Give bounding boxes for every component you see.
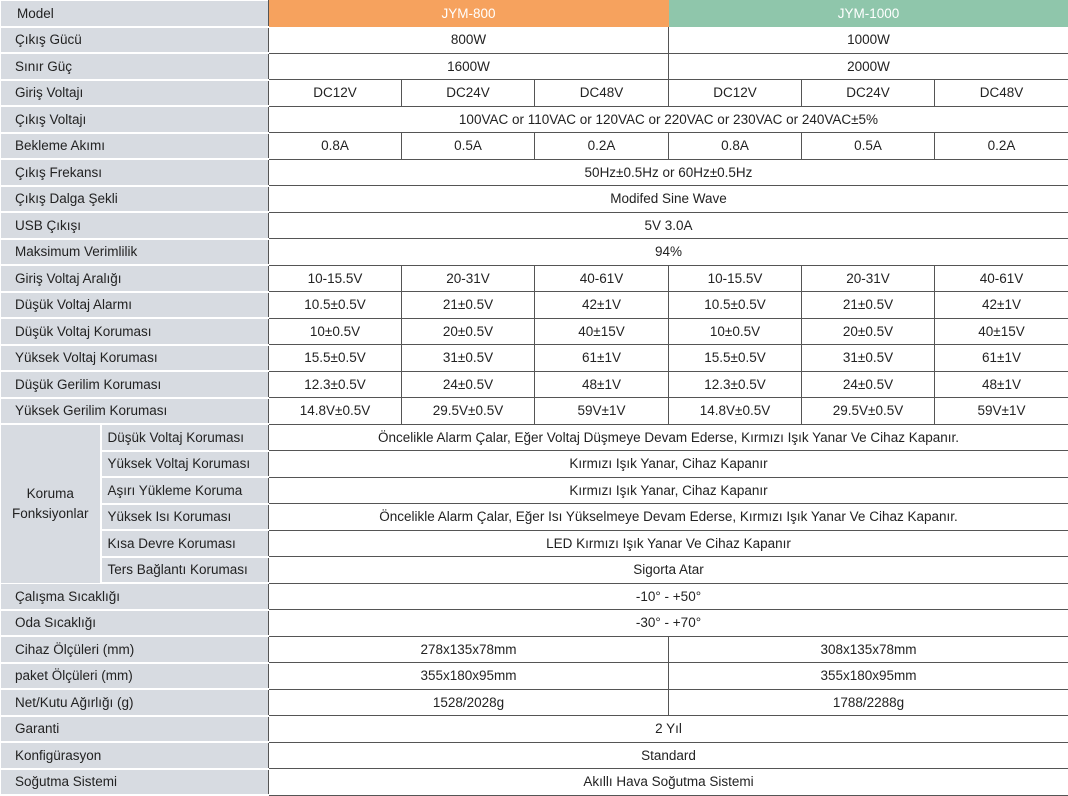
row-usb-output — [1, 212, 1068, 239]
protection-label: Kısa Devre Koruması — [101, 530, 269, 557]
protection-row — [1, 530, 1068, 557]
value-cell: -30° - +70° — [269, 610, 1068, 637]
value-cell: Modifed Sine Wave — [269, 186, 1068, 213]
value-cell: 40±15V — [935, 318, 1068, 345]
value-cell: 0.5A — [802, 133, 935, 160]
row-label: Yüksek Gerilim Koruması — [1, 398, 269, 425]
protection-row — [1, 451, 1068, 478]
value-cell: 29.5V±0.5V — [802, 398, 935, 425]
value-cell: 40-61V — [935, 265, 1068, 292]
value-cell: 31±0.5V — [402, 345, 535, 372]
value-cell: 100VAC or 110VAC or 120VAC or 220VAC or 230VAC or 240VAC±5% — [269, 106, 1068, 133]
value-cell: DC12V — [269, 80, 402, 107]
row-warranty — [1, 716, 1068, 743]
value-cell: 2 Yıl — [269, 716, 1068, 743]
row-label: Net/Kutu Ağırlığı (g) — [1, 689, 269, 716]
value-cell: 61±1V — [535, 345, 669, 372]
model-jym800-header: JYM-800 — [269, 1, 669, 27]
row-label: Bekleme Akımı — [1, 133, 269, 160]
value-cell: 40±15V — [535, 318, 669, 345]
value-cell: 61±1V — [935, 345, 1068, 372]
value-cell: 10.5±0.5V — [669, 292, 802, 319]
value-cell: 42±1V — [535, 292, 669, 319]
row-standby-current — [1, 133, 1068, 160]
value-cell: 1528/2028g — [269, 689, 669, 716]
row-input-voltage-range — [1, 265, 1068, 292]
row-low-voltage-protection — [1, 318, 1068, 345]
value-cell: 20-31V — [802, 265, 935, 292]
value-cell: 0.8A — [269, 133, 402, 160]
row-overvoltage-protection — [1, 398, 1068, 425]
value-cell: 10±0.5V — [269, 318, 402, 345]
value-cell: 5V 3.0A — [269, 212, 1068, 239]
row-peak-power — [1, 53, 1068, 80]
value-cell: 48±1V — [535, 371, 669, 398]
row-label: USB Çıkışı — [1, 212, 269, 239]
value-cell: 14.8V±0.5V — [669, 398, 802, 425]
value-cell: 12.3±0.5V — [669, 371, 802, 398]
value-cell: 1000W — [669, 27, 1068, 54]
value-cell: 21±0.5V — [802, 292, 935, 319]
value-cell: 2000W — [669, 53, 1068, 80]
value-cell: 15.5±0.5V — [269, 345, 402, 372]
row-label: Konfigürasyon — [1, 742, 269, 769]
value-cell: 50Hz±0.5Hz or 60Hz±0.5Hz — [269, 159, 1068, 186]
row-waveform — [1, 186, 1068, 213]
protection-group-line-2: Fonksiyonlar — [12, 506, 89, 521]
row-weight — [1, 689, 1068, 716]
row-max-efficiency — [1, 239, 1068, 266]
value-cell: Akıllı Hava Soğutma Sistemi — [269, 769, 1068, 796]
protection-row — [1, 477, 1068, 504]
row-storage-temperature — [1, 610, 1068, 637]
value-cell: 20±0.5V — [802, 318, 935, 345]
value-cell: 59V±1V — [935, 398, 1068, 425]
protection-label: Aşırı Yükleme Koruma — [101, 477, 269, 504]
protection-label: Yüksek Isı Koruması — [101, 504, 269, 531]
protection-value: LED Kırmızı Işık Yanar Ve Cihaz Kapanır — [269, 530, 1068, 557]
value-cell: 24±0.5V — [802, 371, 935, 398]
protection-group-line-1: Koruma — [27, 486, 74, 501]
value-cell: DC48V — [535, 80, 669, 107]
value-cell: 278x135x78mm — [269, 636, 669, 663]
row-label: Cihaz Ölçüleri (mm) — [1, 636, 269, 663]
row-operating-temperature — [1, 583, 1068, 610]
row-cooling-system — [1, 769, 1068, 796]
row-label: Çıkış Gücü — [1, 27, 269, 54]
value-cell: 10±0.5V — [669, 318, 802, 345]
value-cell: 10-15.5V — [269, 265, 402, 292]
value-cell: 1600W — [269, 53, 669, 80]
value-cell: 0.5A — [402, 133, 535, 160]
row-input-voltage — [1, 80, 1068, 107]
value-cell: 10.5±0.5V — [269, 292, 402, 319]
spec-table-body — [1, 1, 1068, 796]
protection-label: Yüksek Voltaj Koruması — [101, 451, 269, 478]
row-output-voltage — [1, 106, 1068, 133]
protection-label: Düşük Voltaj Koruması — [101, 424, 269, 451]
row-label: Çalışma Sıcaklığı — [1, 583, 269, 610]
row-label: Sınır Güç — [1, 53, 269, 80]
value-cell: 0.8A — [669, 133, 802, 160]
protection-value: Kırmızı Işık Yanar, Cihaz Kapanır — [269, 477, 1068, 504]
row-device-dimensions — [1, 636, 1068, 663]
row-label: Çıkış Dalga Şekli — [1, 186, 269, 213]
protection-value: Sigorta Atar — [269, 557, 1068, 584]
protection-row — [1, 424, 1068, 451]
row-low-voltage-alarm — [1, 292, 1068, 319]
value-cell: 31±0.5V — [802, 345, 935, 372]
protection-row — [1, 504, 1068, 531]
value-cell: -10° - +50° — [269, 583, 1068, 610]
value-cell: 48±1V — [935, 371, 1068, 398]
row-label: Düşük Gerilim Koruması — [1, 371, 269, 398]
value-cell: 355x180x95mm — [269, 663, 669, 690]
value-cell: 29.5V±0.5V — [402, 398, 535, 425]
row-label: Çıkış Voltajı — [1, 106, 269, 133]
value-cell: 21±0.5V — [402, 292, 535, 319]
value-cell: 308x135x78mm — [669, 636, 1068, 663]
model-header-label: Model — [1, 1, 269, 27]
value-cell: DC24V — [802, 80, 935, 107]
value-cell: 59V±1V — [535, 398, 669, 425]
value-cell: 40-61V — [535, 265, 669, 292]
row-label: Çıkış Frekansı — [1, 159, 269, 186]
row-label: Düşük Voltaj Alarmı — [1, 292, 269, 319]
value-cell: DC12V — [669, 80, 802, 107]
value-cell: 94% — [269, 239, 1068, 266]
row-undervoltage-protection — [1, 371, 1068, 398]
value-cell: 14.8V±0.5V — [269, 398, 402, 425]
value-cell: 355x180x95mm — [669, 663, 1068, 690]
row-label: Yüksek Voltaj Koruması — [1, 345, 269, 372]
value-cell: 24±0.5V — [402, 371, 535, 398]
value-cell: 0.2A — [535, 133, 669, 160]
row-output-power — [1, 27, 1068, 54]
value-cell: DC48V — [935, 80, 1068, 107]
value-cell: DC24V — [402, 80, 535, 107]
row-label: Garanti — [1, 716, 269, 743]
row-output-frequency — [1, 159, 1068, 186]
value-cell: 20-31V — [402, 265, 535, 292]
row-label: Giriş Voltajı — [1, 80, 269, 107]
protection-value: Öncelikle Alarm Çalar, Eğer Voltaj Düşmeye Devam Ederse, Kırmızı Işık Yanar Ve Cihaz Kapanır. — [269, 424, 1068, 451]
row-label: Giriş Voltaj Aralığı — [1, 265, 269, 292]
value-cell: 800W — [269, 27, 669, 54]
row-label: Oda Sıcaklığı — [1, 610, 269, 637]
row-high-voltage-protection — [1, 345, 1068, 372]
header-row — [1, 1, 1068, 27]
row-label: Maksimum Verimlilik — [1, 239, 269, 266]
value-cell: 42±1V — [935, 292, 1068, 319]
value-cell: 15.5±0.5V — [669, 345, 802, 372]
protection-label: Ters Bağlantı Koruması — [101, 557, 269, 584]
value-cell: 10-15.5V — [669, 265, 802, 292]
row-package-dimensions — [1, 663, 1068, 690]
value-cell: Standard — [269, 742, 1068, 769]
row-label: paket Ölçüleri (mm) — [1, 663, 269, 690]
value-cell: 0.2A — [935, 133, 1068, 160]
protection-value: Öncelikle Alarm Çalar, Eğer Isı Yükselmeye Devam Ederse, Kırmızı Işık Yanar Ve Cihaz Kapanır. — [269, 504, 1068, 531]
value-cell: 12.3±0.5V — [269, 371, 402, 398]
model-jym1000-header: JYM-1000 — [669, 1, 1068, 27]
value-cell: 1788/2288g — [669, 689, 1068, 716]
row-label: Soğutma Sistemi — [1, 769, 269, 796]
row-label: Düşük Voltaj Koruması — [1, 318, 269, 345]
protection-value: Kırmızı Işık Yanar, Cihaz Kapanır — [269, 451, 1068, 478]
value-cell: 20±0.5V — [402, 318, 535, 345]
protection-row — [1, 557, 1068, 584]
protection-group-label — [1, 424, 101, 583]
